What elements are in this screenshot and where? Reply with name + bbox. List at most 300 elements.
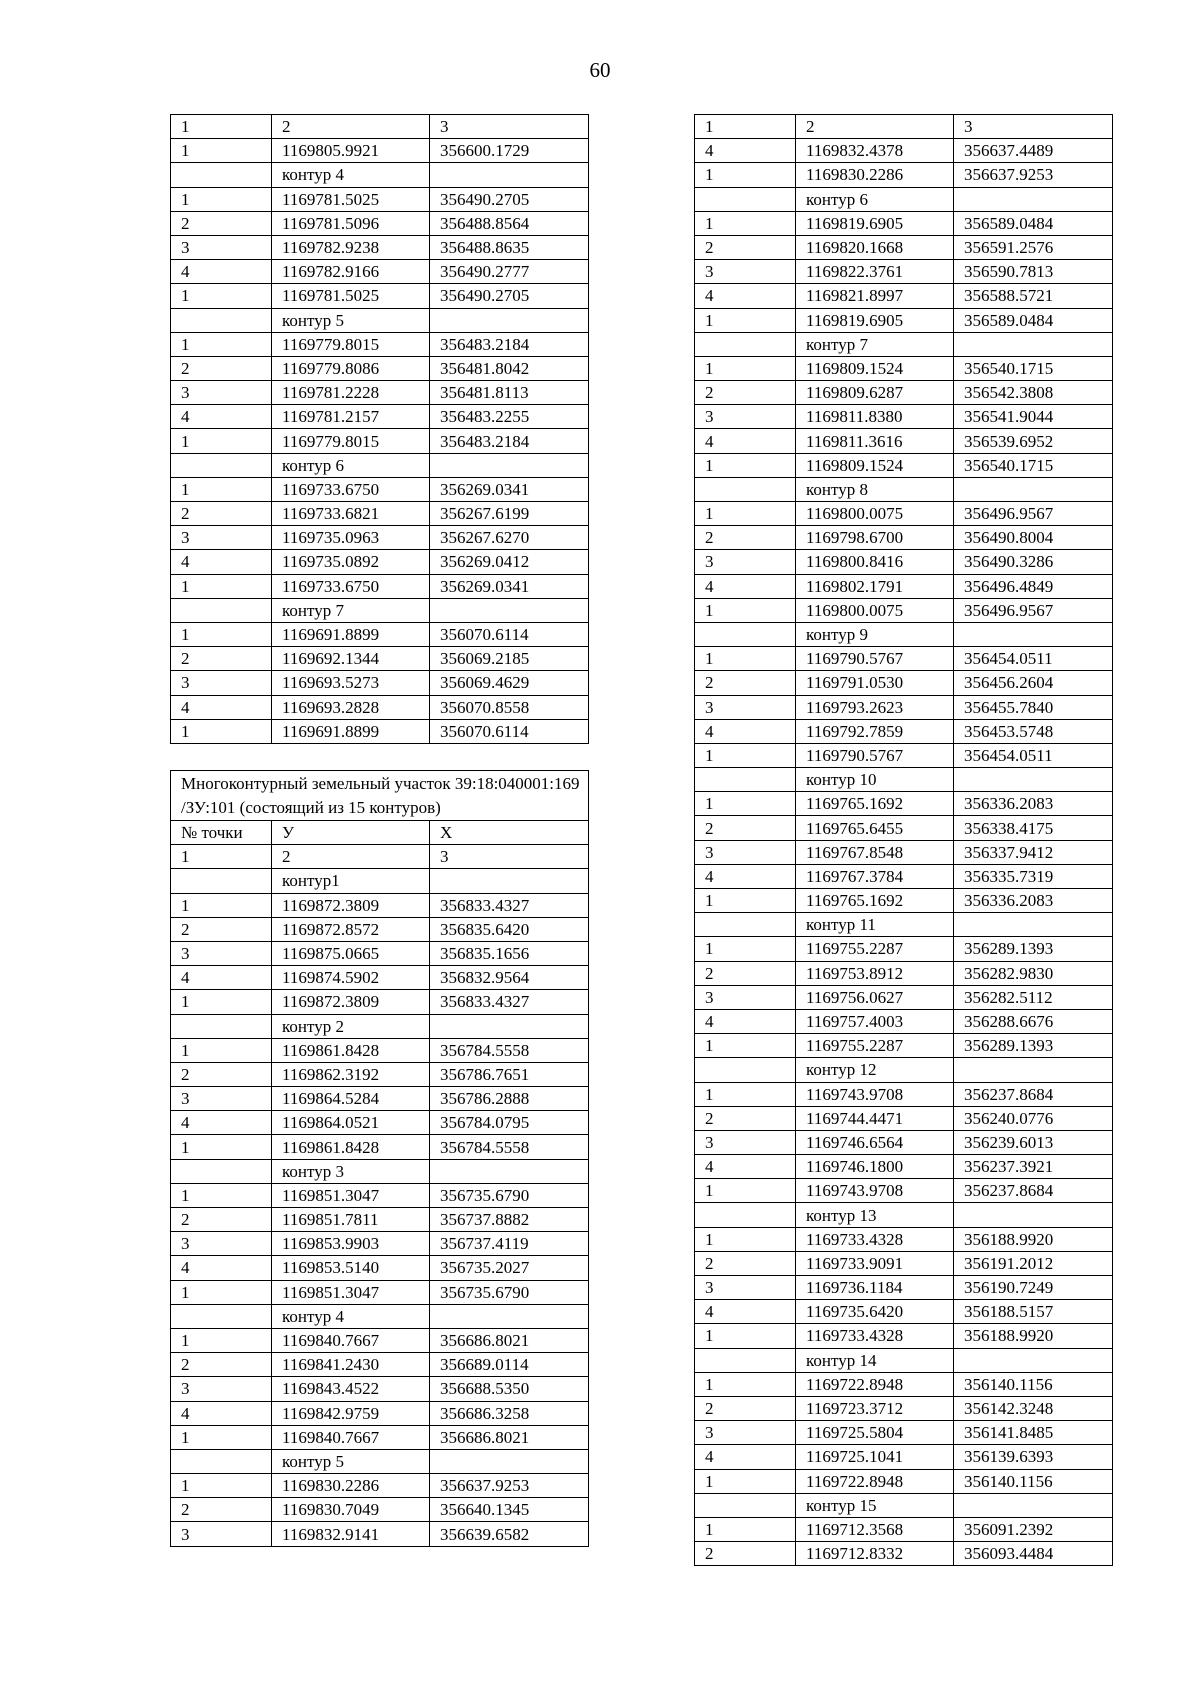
table-row (695, 1130, 1113, 1154)
x-coordinate-cell (430, 308, 589, 332)
y-coordinate-cell: 1169767.3784 (796, 864, 954, 888)
table-row (171, 1474, 589, 1498)
x-coordinate-cell: 356455.7840 (954, 695, 1113, 719)
point-number-cell (171, 308, 272, 332)
x-coordinate-cell (954, 768, 1113, 792)
y-coordinate-cell: контур 5 (272, 1449, 430, 1473)
point-number-cell: 1 (695, 647, 796, 671)
x-coordinate-cell (430, 163, 589, 187)
point-number-cell: 1 (695, 1469, 796, 1493)
y-coordinate-cell: 1169819.6905 (796, 308, 954, 332)
y-coordinate-cell: 1169743.9708 (796, 1082, 954, 1106)
table-row (171, 990, 589, 1014)
point-number-cell: 1 (695, 115, 796, 139)
x-coordinate-cell: 356336.2083 (954, 792, 1113, 816)
table-row (171, 1256, 589, 1280)
y-coordinate-cell: 1169712.3568 (796, 1517, 954, 1541)
x-coordinate-cell (430, 1304, 589, 1328)
table-row (171, 1353, 589, 1377)
y-coordinate-cell: 1169691.8899 (272, 622, 430, 646)
y-coordinate-cell: 1169691.8899 (272, 719, 430, 743)
x-coordinate-cell: 356483.2184 (430, 332, 589, 356)
y-coordinate-cell: 1169819.6905 (796, 211, 954, 235)
point-number-cell: 3 (171, 1087, 272, 1111)
table-row (171, 187, 589, 211)
y-coordinate-cell: 1169800.0075 (796, 598, 954, 622)
y-coordinate-cell: 1169755.2287 (796, 937, 954, 961)
y-coordinate-cell: 1169809.6287 (796, 381, 954, 405)
x-coordinate-cell: 356237.8684 (954, 1082, 1113, 1106)
point-number-cell: 3 (171, 1377, 272, 1401)
x-coordinate-cell: 356237.8684 (954, 1179, 1113, 1203)
y-coordinate-cell: контур 5 (272, 308, 430, 332)
x-coordinate-cell (954, 913, 1113, 937)
x-coordinate-cell: 356786.7651 (430, 1062, 589, 1086)
table-row (171, 917, 589, 941)
table-row (171, 574, 589, 598)
x-coordinate-cell: 356240.0776 (954, 1106, 1113, 1130)
y-coordinate-cell: контур 9 (796, 622, 954, 646)
point-number-cell: 3 (695, 550, 796, 574)
y-coordinate-cell: контур 10 (796, 768, 954, 792)
point-number-cell: 1 (171, 115, 272, 139)
point-number-cell: 1 (171, 477, 272, 501)
table-row (695, 647, 1113, 671)
y-coordinate-cell: 1169800.0075 (796, 502, 954, 526)
x-coordinate-cell: 356833.4327 (430, 990, 589, 1014)
point-number-cell: 4 (695, 574, 796, 598)
y-coordinate-cell: У (272, 821, 430, 845)
x-coordinate-cell: 356481.8113 (430, 381, 589, 405)
point-number-cell (695, 1493, 796, 1517)
point-number-cell (695, 332, 796, 356)
x-coordinate-cell: 356140.1156 (954, 1372, 1113, 1396)
x-coordinate-cell: 356337.9412 (954, 840, 1113, 864)
x-coordinate-cell: 356590.7813 (954, 260, 1113, 284)
x-coordinate-cell: 356832.9564 (430, 966, 589, 990)
x-coordinate-cell: 356191.2012 (954, 1251, 1113, 1275)
x-coordinate-cell (954, 1348, 1113, 1372)
contour-header-row (695, 768, 1113, 792)
point-number-cell: 4 (695, 284, 796, 308)
x-coordinate-cell: 356282.9830 (954, 961, 1113, 985)
x-coordinate-cell: 356282.5112 (954, 985, 1113, 1009)
point-number-cell: 3 (171, 1522, 272, 1546)
x-coordinate-cell: 356488.8564 (430, 211, 589, 235)
x-coordinate-cell: 356600.1729 (430, 139, 589, 163)
x-coordinate-cell: 356070.6114 (430, 719, 589, 743)
x-coordinate-cell: 356833.4327 (430, 893, 589, 917)
table-row (695, 574, 1113, 598)
point-number-cell: 2 (171, 1498, 272, 1522)
table-row (695, 937, 1113, 961)
y-coordinate-cell: 1169821.8997 (796, 284, 954, 308)
point-number-cell (695, 1203, 796, 1227)
y-coordinate-cell: 1169832.4378 (796, 139, 954, 163)
y-coordinate-cell: 1169733.6821 (272, 502, 430, 526)
table-row (171, 381, 589, 405)
x-coordinate-cell: 3 (430, 115, 589, 139)
table-row (695, 985, 1113, 1009)
x-coordinate-cell: 356139.6393 (954, 1445, 1113, 1469)
y-coordinate-cell: 1169755.2287 (796, 1034, 954, 1058)
y-coordinate-cell: 1169779.8086 (272, 356, 430, 380)
y-coordinate-cell: 1169840.7667 (272, 1328, 430, 1352)
table-row (171, 1111, 589, 1135)
table-row (695, 743, 1113, 767)
point-number-cell (695, 1348, 796, 1372)
point-number-cell: 3 (695, 260, 796, 284)
point-number-cell: 1 (695, 453, 796, 477)
contour-header-row (171, 163, 589, 187)
table-row (171, 1328, 589, 1352)
y-coordinate-cell: 1169753.8912 (796, 961, 954, 985)
x-coordinate-cell (430, 1014, 589, 1038)
y-coordinate-cell: 1169736.1184 (796, 1276, 954, 1300)
point-number-cell: 2 (695, 381, 796, 405)
x-coordinate-cell: 356070.8558 (430, 695, 589, 719)
table-row (171, 429, 589, 453)
table-row (171, 332, 589, 356)
x-coordinate-cell: 356591.2576 (954, 235, 1113, 259)
x-coordinate-cell: 356689.0114 (430, 1353, 589, 1377)
point-number-cell: № точки (171, 821, 272, 845)
point-number-cell: 1 (695, 1517, 796, 1541)
x-coordinate-cell: 356237.3921 (954, 1155, 1113, 1179)
point-number-cell: 4 (695, 864, 796, 888)
y-coordinate-cell: 1169842.9759 (272, 1401, 430, 1425)
y-coordinate-cell: 1169864.5284 (272, 1087, 430, 1111)
point-number-cell: 3 (695, 985, 796, 1009)
x-coordinate-cell: 356335.7319 (954, 864, 1113, 888)
y-coordinate-cell: 1169779.8015 (272, 332, 430, 356)
table-row (171, 356, 589, 380)
y-coordinate-cell: 1169791.0530 (796, 671, 954, 695)
point-number-cell: 2 (171, 1353, 272, 1377)
table-row (171, 284, 589, 308)
x-coordinate-cell: 356188.9920 (954, 1227, 1113, 1251)
contour-header-row (171, 308, 589, 332)
table-row (695, 1082, 1113, 1106)
point-number-cell: 4 (695, 719, 796, 743)
point-number-cell: 3 (171, 671, 272, 695)
y-coordinate-cell: 1169872.3809 (272, 990, 430, 1014)
point-number-cell: 1 (171, 1425, 272, 1449)
point-number-cell: 4 (695, 1445, 796, 1469)
x-coordinate-cell: 356140.1156 (954, 1469, 1113, 1493)
table-row (695, 1324, 1113, 1348)
contour-header-row (695, 622, 1113, 646)
x-coordinate-cell: 356640.1345 (430, 1498, 589, 1522)
point-number-cell: 3 (171, 381, 272, 405)
y-coordinate-cell: 1169693.5273 (272, 671, 430, 695)
x-coordinate-cell: 3 (430, 845, 589, 869)
table-row (171, 550, 589, 574)
x-coordinate-cell: 356490.2705 (430, 284, 589, 308)
table-row (171, 1280, 589, 1304)
table-row (171, 115, 589, 139)
table-row (171, 1038, 589, 1062)
y-coordinate-cell: 1169851.7811 (272, 1208, 430, 1232)
contour-header-row (171, 869, 589, 893)
x-coordinate-cell (430, 453, 589, 477)
point-number-cell: 1 (695, 502, 796, 526)
x-coordinate-cell: 356142.3248 (954, 1396, 1113, 1420)
point-number-cell: 4 (171, 260, 272, 284)
contour-header-row (695, 477, 1113, 501)
x-coordinate-cell: 356735.6790 (430, 1183, 589, 1207)
point-number-cell: 1 (695, 1179, 796, 1203)
point-number-cell: 3 (171, 941, 272, 965)
table-row (695, 502, 1113, 526)
table-row (171, 1135, 589, 1159)
point-number-cell: 3 (695, 840, 796, 864)
y-coordinate-cell: контур1 (272, 869, 430, 893)
point-number-cell (171, 453, 272, 477)
point-number-cell: 1 (695, 1227, 796, 1251)
y-coordinate-cell: 1169781.5025 (272, 187, 430, 211)
point-number-cell (695, 768, 796, 792)
table-row (171, 1377, 589, 1401)
table-row (695, 356, 1113, 380)
y-coordinate-cell: 1169782.9166 (272, 260, 430, 284)
y-coordinate-cell: 1169735.0963 (272, 526, 430, 550)
y-coordinate-cell: контур 4 (272, 1304, 430, 1328)
y-coordinate-cell: 1169853.9903 (272, 1232, 430, 1256)
table-row (695, 405, 1113, 429)
point-number-cell (695, 477, 796, 501)
y-coordinate-cell: 1169733.6750 (272, 477, 430, 501)
x-coordinate-cell: 356454.0511 (954, 647, 1113, 671)
x-coordinate-cell: 356289.1393 (954, 937, 1113, 961)
x-coordinate-cell: 356540.1715 (954, 356, 1113, 380)
x-coordinate-cell: 356688.5350 (430, 1377, 589, 1401)
x-coordinate-cell (954, 1493, 1113, 1517)
point-number-cell: 1 (171, 187, 272, 211)
point-number-cell: 4 (695, 1009, 796, 1033)
x-coordinate-cell: 356338.4175 (954, 816, 1113, 840)
point-number-cell: 4 (171, 966, 272, 990)
x-coordinate-cell: 356190.7249 (954, 1276, 1113, 1300)
y-coordinate-cell: 1169809.1524 (796, 453, 954, 477)
table-row (171, 526, 589, 550)
coordinates-table-right (694, 114, 1113, 1566)
y-coordinate-cell: 1169743.9708 (796, 1179, 954, 1203)
table-row (171, 502, 589, 526)
contour-header-row (171, 1449, 589, 1473)
point-number-cell (171, 1449, 272, 1473)
y-coordinate-cell: контур 2 (272, 1014, 430, 1038)
table-row (695, 1372, 1113, 1396)
x-coordinate-cell (430, 1159, 589, 1183)
point-number-cell: 2 (695, 671, 796, 695)
point-number-cell: 1 (171, 893, 272, 917)
point-number-cell (171, 869, 272, 893)
x-coordinate-cell: 356737.4119 (430, 1232, 589, 1256)
point-number-cell (171, 1304, 272, 1328)
x-coordinate-cell: 356453.5748 (954, 719, 1113, 743)
table-row (695, 1517, 1113, 1541)
point-number-cell: 1 (171, 574, 272, 598)
point-number-cell: 3 (695, 1421, 796, 1445)
x-coordinate-cell: 356589.0484 (954, 211, 1113, 235)
y-coordinate-cell: 1169746.1800 (796, 1155, 954, 1179)
table-row (171, 235, 589, 259)
table-row (695, 695, 1113, 719)
table-row (695, 816, 1113, 840)
x-coordinate-cell: 356481.8042 (430, 356, 589, 380)
x-coordinate-cell: 356289.1393 (954, 1034, 1113, 1058)
point-number-cell: 3 (695, 695, 796, 719)
y-coordinate-cell: 1169693.2828 (272, 695, 430, 719)
point-number-cell: 1 (695, 598, 796, 622)
table-row (695, 1396, 1113, 1420)
table-caption-row (171, 771, 589, 821)
y-coordinate-cell: 1169811.8380 (796, 405, 954, 429)
parcel-caption: Многоконтурный земельный участок 39:18:040001:169 /ЗУ:101 (состоящий из 15 контуров) (171, 771, 589, 821)
y-coordinate-cell: 1169735.6420 (796, 1300, 954, 1324)
contour-header-row (695, 1493, 1113, 1517)
contour-header-row (695, 1203, 1113, 1227)
table-row (695, 961, 1113, 985)
point-number-cell: 3 (171, 235, 272, 259)
y-coordinate-cell: 1169830.2286 (272, 1474, 430, 1498)
x-coordinate-cell: 356490.2705 (430, 187, 589, 211)
x-coordinate-cell: 356540.1715 (954, 453, 1113, 477)
point-number-cell: 1 (695, 1324, 796, 1348)
point-number-cell: 1 (695, 356, 796, 380)
y-coordinate-cell: контур 11 (796, 913, 954, 937)
table-row (695, 864, 1113, 888)
y-coordinate-cell: 1169851.3047 (272, 1183, 430, 1207)
y-coordinate-cell: 1169712.8332 (796, 1542, 954, 1566)
point-number-cell: 1 (171, 719, 272, 743)
y-coordinate-cell: 1169875.0665 (272, 941, 430, 965)
point-number-cell: 2 (695, 1396, 796, 1420)
table-row (171, 845, 589, 869)
point-number-cell: 1 (695, 163, 796, 187)
y-coordinate-cell: 1169723.3712 (796, 1396, 954, 1420)
point-number-cell: 4 (171, 1401, 272, 1425)
y-coordinate-cell: контур 8 (796, 477, 954, 501)
point-number-cell: 3 (695, 1276, 796, 1300)
point-number-cell: 2 (695, 1542, 796, 1566)
table-row (171, 1425, 589, 1449)
table-row (695, 1106, 1113, 1130)
table-row (695, 889, 1113, 913)
point-number-cell: 3 (695, 1130, 796, 1154)
table-row (695, 1034, 1113, 1058)
y-coordinate-cell: контур 6 (272, 453, 430, 477)
table-row (695, 139, 1113, 163)
table-row (171, 1498, 589, 1522)
y-coordinate-cell: 1169841.2430 (272, 1353, 430, 1377)
x-coordinate-cell: 356735.6790 (430, 1280, 589, 1304)
x-coordinate-cell: 356093.4484 (954, 1542, 1113, 1566)
point-number-cell: 4 (171, 695, 272, 719)
point-number-cell: 1 (171, 429, 272, 453)
table-row (695, 526, 1113, 550)
y-coordinate-cell: 1169781.2157 (272, 405, 430, 429)
point-number-cell: 1 (695, 211, 796, 235)
table-row (695, 1251, 1113, 1275)
point-number-cell: 1 (171, 1328, 272, 1352)
x-coordinate-cell (430, 869, 589, 893)
x-coordinate-cell: 356069.2185 (430, 647, 589, 671)
y-coordinate-cell: 1169722.8948 (796, 1372, 954, 1396)
x-coordinate-cell: 3 (954, 115, 1113, 139)
y-coordinate-cell: 1169872.3809 (272, 893, 430, 917)
table-row (171, 1401, 589, 1425)
x-coordinate-cell (954, 187, 1113, 211)
x-coordinate-cell (430, 598, 589, 622)
point-number-cell: 1 (695, 889, 796, 913)
point-number-cell: 1 (695, 792, 796, 816)
x-coordinate-cell: 356541.9044 (954, 405, 1113, 429)
point-number-cell: 1 (171, 622, 272, 646)
table-row (695, 719, 1113, 743)
y-coordinate-cell: 1169781.5025 (272, 284, 430, 308)
y-coordinate-cell: 1169746.6564 (796, 1130, 954, 1154)
point-number-cell (171, 1159, 272, 1183)
point-number-cell (695, 622, 796, 646)
table-row (695, 453, 1113, 477)
y-coordinate-cell: 1169811.3616 (796, 429, 954, 453)
y-coordinate-cell: 1169853.5140 (272, 1256, 430, 1280)
coordinates-table-left-top (170, 114, 589, 744)
x-coordinate-cell: 356069.4629 (430, 671, 589, 695)
y-coordinate-cell: 1169792.7859 (796, 719, 954, 743)
table-row (695, 163, 1113, 187)
point-number-cell: 1 (171, 1038, 272, 1062)
contour-header-row (695, 332, 1113, 356)
y-coordinate-cell: 1169781.5096 (272, 211, 430, 235)
table-row (171, 695, 589, 719)
table-row (695, 1179, 1113, 1203)
table-row (695, 1469, 1113, 1493)
y-coordinate-cell: 1169800.8416 (796, 550, 954, 574)
x-coordinate-cell: 356835.6420 (430, 917, 589, 941)
point-number-cell: 2 (695, 526, 796, 550)
contour-header-row (171, 1159, 589, 1183)
table-row (695, 1300, 1113, 1324)
table-row (695, 1009, 1113, 1033)
table-row (171, 1522, 589, 1546)
x-coordinate-cell: 356639.6582 (430, 1522, 589, 1546)
y-coordinate-cell: 1169765.1692 (796, 889, 954, 913)
point-number-cell: 3 (695, 405, 796, 429)
point-number-cell: 2 (171, 917, 272, 941)
y-coordinate-cell: контур 15 (796, 1493, 954, 1517)
point-number-cell: 4 (171, 1256, 272, 1280)
x-coordinate-cell: 356539.6952 (954, 429, 1113, 453)
table-body (695, 115, 1113, 1566)
point-number-cell: 1 (171, 284, 272, 308)
y-coordinate-cell: 1169735.0892 (272, 550, 430, 574)
contour-header-row (171, 1014, 589, 1038)
y-coordinate-cell: 1169744.4471 (796, 1106, 954, 1130)
table-row (171, 139, 589, 163)
y-coordinate-cell: контур 3 (272, 1159, 430, 1183)
y-coordinate-cell: 1169874.5902 (272, 966, 430, 990)
point-number-cell: 2 (171, 211, 272, 235)
point-number-cell: 4 (695, 429, 796, 453)
x-coordinate-cell: 356784.5558 (430, 1135, 589, 1159)
x-coordinate-cell: 356456.2604 (954, 671, 1113, 695)
y-coordinate-cell: 1169820.1668 (796, 235, 954, 259)
point-number-cell: 2 (171, 1062, 272, 1086)
x-coordinate-cell: 356141.8485 (954, 1421, 1113, 1445)
